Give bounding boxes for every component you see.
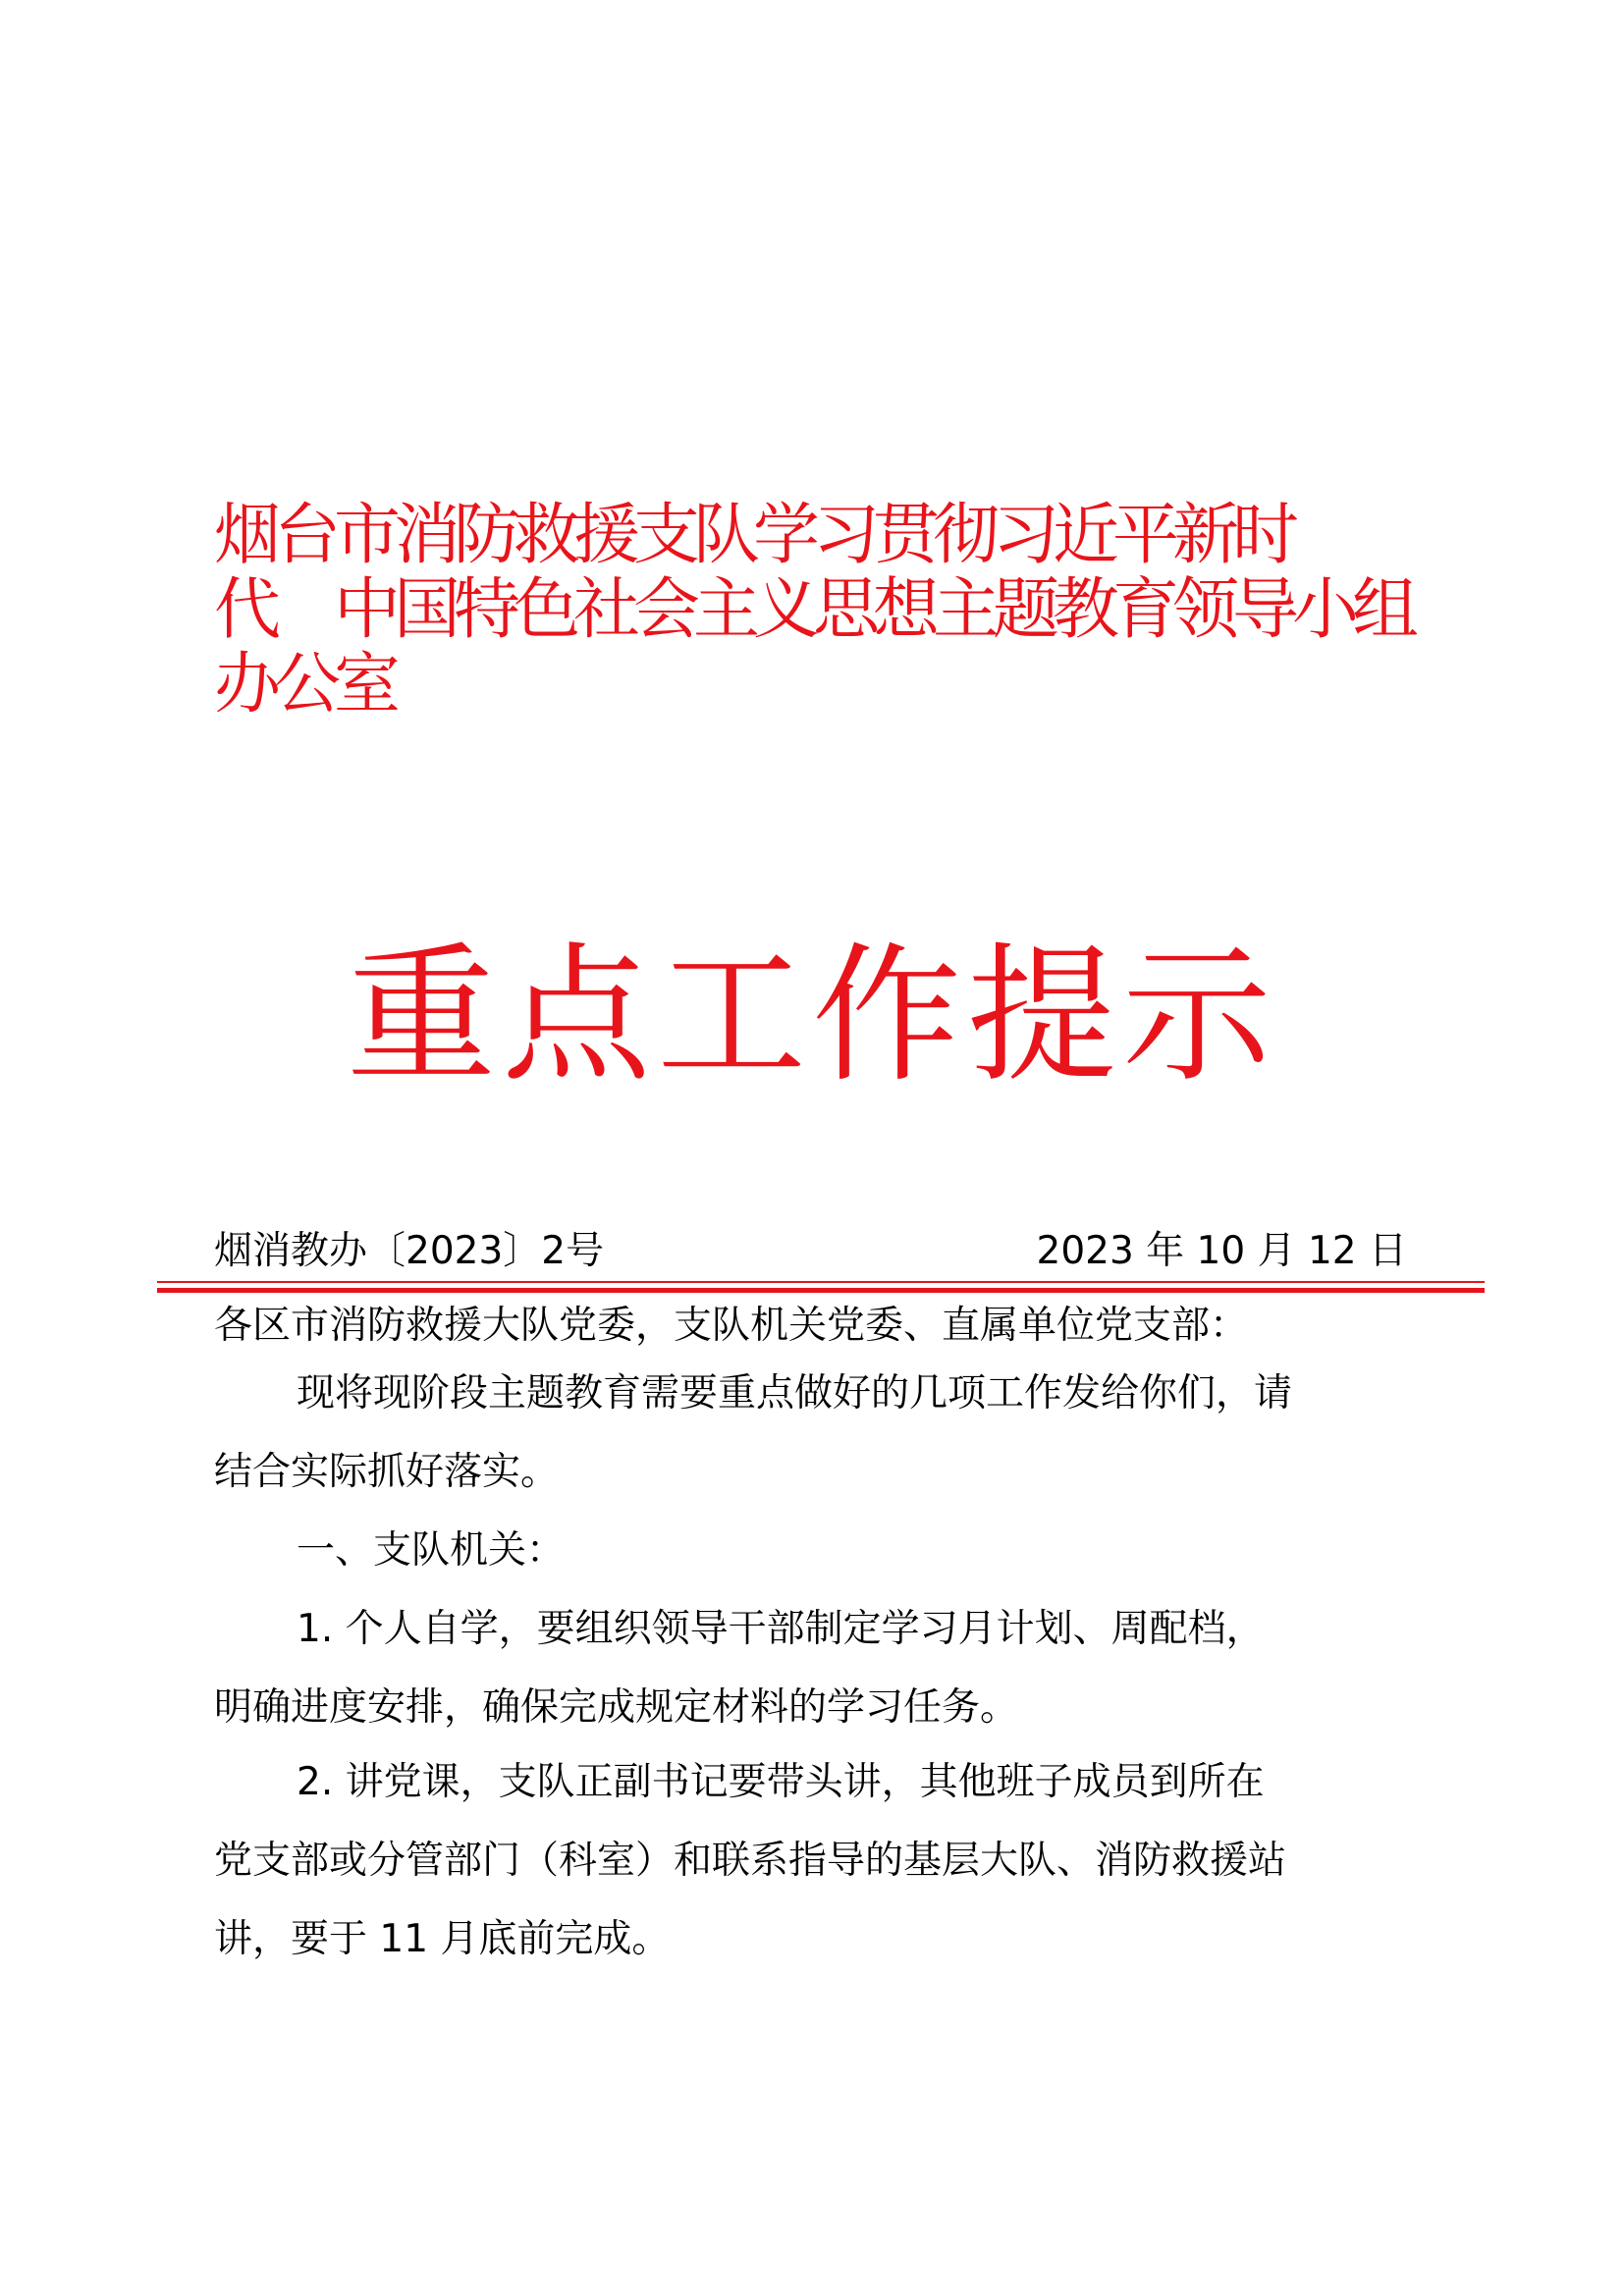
- issue-date: 2023 年 10 月 12 日: [1036, 1229, 1407, 1273]
- issuing-office-line-3: 办公室: [214, 646, 395, 723]
- list-item-1-line-1: 1. 个人自学，要组织领导干部制定学习月计划、周配档，: [297, 1607, 1265, 1651]
- issuing-office-line-1: 烟台市消防救援支队学习贯彻习近平新时: [214, 497, 1293, 574]
- list-item-1: [214, 1590, 1432, 1747]
- list-item-2-line-3: 讲，要于 11 月底前完成。: [214, 1917, 671, 1961]
- issuing-office-title: [214, 497, 1413, 723]
- section-heading: 一、支队机关：: [297, 1528, 566, 1573]
- issuing-office-line-2: 代 中国特色社会主义思想主题教育领导小组: [214, 571, 1413, 649]
- salutation: 各区市消防救援大队党委，支队机关党委、直属单位党支部：: [214, 1304, 1249, 1348]
- intro-line-1: 现将现阶段主题教育需要重点做好的几项工作发给你们，请: [297, 1371, 1293, 1415]
- document-number: 烟消教办〔2023〕2号: [214, 1229, 605, 1273]
- header-divider-thick: [157, 1288, 1485, 1293]
- list-item-1-line-2: 明确进度安排，确保完成规定材料的学习任务。: [214, 1685, 1019, 1730]
- header-divider-thin: [157, 1281, 1485, 1283]
- document-type-title: 重点工作提示: [347, 929, 1277, 1102]
- intro-paragraph: [214, 1355, 1432, 1512]
- list-item-2-line-2: 党支部或分管部门（科室）和联系指导的基层大队、消防救援站: [214, 1839, 1287, 1883]
- list-item-2-line-1: 2. 讲党课，支队正副书记要带头讲，其他班子成员到所在: [297, 1760, 1265, 1804]
- intro-line-2: 结合实际抓好落实。: [214, 1450, 560, 1494]
- reference-row: [214, 1227, 1407, 1276]
- list-item-2: [214, 1743, 1432, 1979]
